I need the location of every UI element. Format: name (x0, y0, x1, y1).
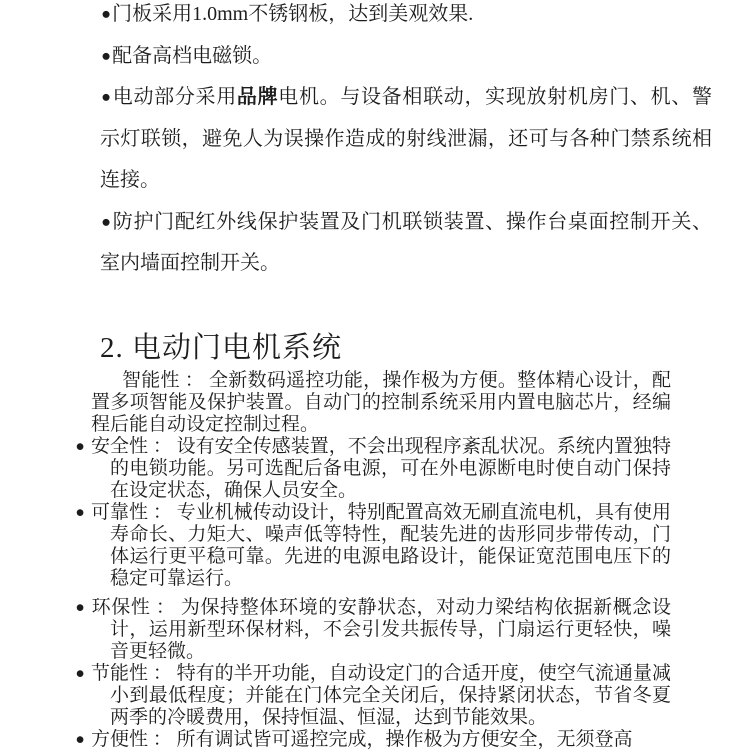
list-item (100, 202, 712, 285)
feature-item-energy-saving: ● 节能性 ： 特有的半开功能，自动设定门的合适开度，使空气流通量减小到最低程度；并能在门体完全关闭后，保持紧闭状态，节省冬夏两季的冷暖费用，保持恒温、恒湿，达到节能效果。 (75, 662, 671, 728)
list-item-text: 配备高档电磁锁。 (112, 44, 273, 67)
list-item-text: 电机。与设备相联动，实现放射机房门、机、警示灯联锁，避免人为误操作造成的射线泄漏，还可与各种门禁系统相连接。 (100, 86, 713, 191)
section-heading: 2. 电动门电机系统 (100, 331, 343, 364)
bold-brand-text: 品牌 (236, 86, 279, 108)
feature-item-environment: ● 环保性 ： 为保持整体环境的安静状态，对动力梁结构依据新概念设计，运用新型环保材料，不会引发共振传导，门扇运行更轻快，噪音更轻微。 (75, 596, 671, 662)
feature-item-convenience: ● 方便性 ： 所有调试皆可遥控完成，操作极为方便安全，无须登高 (75, 728, 633, 750)
feature-item-safety: ● 安全性 ： 设有安全传感装置，不会出现程序紊乱状况。系统内置独特的电锁功能。另可选配后备电源，可在外电源断电时使自动门保持在设定状态，确保人员安全。 (75, 435, 671, 501)
feature-text: 可靠性 ： 专业机械传动设计，特别配置高效无刷直流电机，具有使用寿命长、力矩大、噪声低等特性，配装先进的齿形同步带传动，门体运行更平稳可靠。先进的电源电路设计，能保证宽范围电压下的稳定可靠运行。 (91, 501, 671, 589)
bullet-icon: ● (101, 88, 112, 107)
bullet-icon: ● (101, 5, 112, 24)
list-item-text: 电动部分采用 (112, 86, 237, 108)
feature-text: 安全性 ： 设有安全传感装置，不会出现程序紊乱状况。系统内置独特的电锁功能。另可选配后备电源，可在外电源断电时使自动门保持在设定状态，确保人员安全。 (91, 435, 671, 501)
bullet-icon: ● (101, 212, 112, 231)
motor-system-section (0, 370, 671, 751)
list-item (100, 0, 712, 36)
feature-text: 环保性 ： 为保持整体环境的安静状态，对动力梁结构依据新概念设计，运用新型环保材料，不会引发共振传导，门扇运行更轻快，噪音更轻微。 (91, 596, 671, 662)
list-item-text: 防护门配红外线保护装置及门机联锁装置、操作台桌面控制开关、室内墙面控制开关。 (100, 210, 712, 274)
list-item (100, 36, 712, 78)
feature-item-reliability: ● 可靠性 ： 专业机械传动设计，特别配置高效无刷直流电机，具有使用寿命长、力矩大、噪声低等特性，配装先进的齿形同步带传动，门体运行更平稳可靠。先进的电源电路设计，能保证宽范围电压下的稳定可靠运行。 (75, 501, 671, 589)
feature-text: 节能性 ： 特有的半开功能，自动设定门的合适开度，使空气流通量减小到最低程度；并能在门体完全关闭后，保持紧闭状态，节省冬夏两季的冷暖费用，保持恒温、恒湿，达到节能效果。 (91, 662, 671, 728)
intro-paragraph: 智能性 ： 全新数码遥控功能，操作极为方便。整体精心设计，配置多项智能及保护装置。自动门的控制系统采用内置电脑芯片，经编程后能自动设定控制过程。 (91, 369, 671, 435)
list-item (100, 77, 712, 202)
feature-text: 方便性 ： 所有调试皆可遥控完成，操作极为方便安全，无须登高 (91, 728, 633, 750)
list-item-text: 门板采用1.0mm不锈钢板，达到美观效果. (112, 3, 474, 25)
top-bullet-list (0, 0, 712, 285)
bullet-icon: ● (101, 46, 112, 65)
